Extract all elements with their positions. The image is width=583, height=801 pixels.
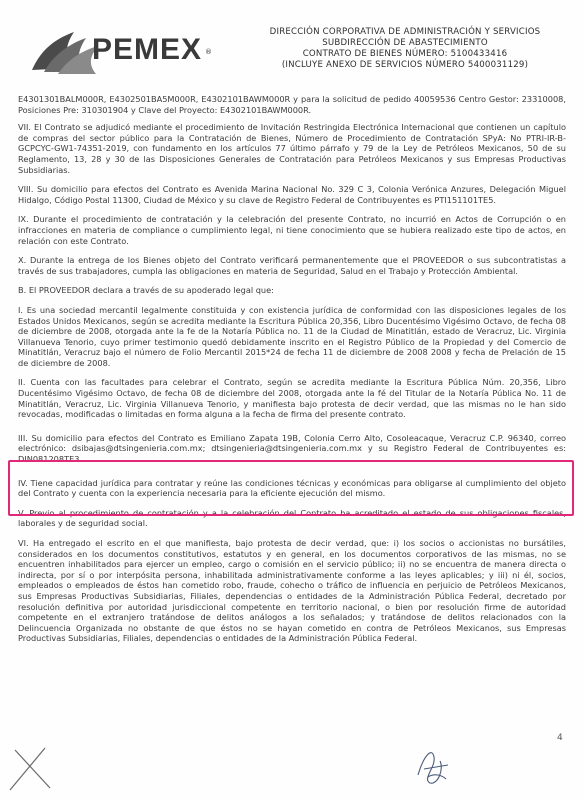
signature-mark-icon	[5, 740, 55, 795]
paragraph-b-i: I. Es una sociedad mercantil legalmente constituida y con existencia jurídica de conformidad con las disposiciones legales de los Estados Unidos Mexicanos, según se acredita mediante la Escritura Pública 20,356, Libro Ducentésimo Vigésimo Octavo, de fecha 08 de diciembre de 2008, otorgada ante la fe de la Notaría Pública no. 11 de la Ciudad de Minatitlán, estado de Veracruz, Lic. Virginia Villanueva Tenorio, cuyo primer testimonio quedó debidamente inscrito en el Registro Público de la Propiedad y del Comercio de Minatitlán, Veracruz bajo el número de Folio Mercantil 2015*24 de fecha 11 de diciembre de 2008 2008 y fecha de Prelación de 15 de diciembre de 2008.	[18, 304, 566, 368]
paragraph-x: X. Durante la entrega de los Bienes objeto del Contrato verificará permanentemente que el PROVEEDOR o sus subcontratistas a través de sus trabajadores, cumpla las obligaciones en materia de Seguridad, Salud en el Trabajo y Protección Ambiental.	[18, 255, 566, 276]
registered-mark: ®	[205, 48, 212, 56]
header-line: CONTRATO DE BIENES NÚMERO: 5100433416	[302, 49, 508, 59]
header-line: SUBDIRECCIÓN DE ABASTECIMIENTO	[322, 38, 488, 48]
paragraph-b-iii-highlighted: III. Su domicilio para efectos del Contrato es Emiliano Zapata 19B, Colonia Cerro Alto, Cosoleacaque, Veracruz C.P. 96340, correo electrónico: dsibajas@dtsingenieria.com.mx; dtsingenieria@dtsingenieria.com.mx y su Registro Federal de Contribuyentes es: DIN081208TE3.	[18, 432, 566, 465]
paragraph-viii: VIII. Su domicilio para efectos del Contrato es Avenida Marina Nacional No. 329 C 3, Colonia Verónica Anzures, Delegación Miguel Hidalgo, Código Postal 11300, Ciudad de México y su clave de Registro Federal de Contribuyentes es PTI151101TE5.	[18, 184, 566, 205]
header-line: DIRECCIÓN CORPORATIVA DE ADMINISTRACIÓN Y SERVICIOS	[269, 27, 541, 37]
page-number: 4	[557, 733, 563, 743]
paragraph-vii: VII. El Contrato se adjudicó mediante el procedimiento de Invitación Restringida Electrónica Internacional que contienen un capítulo de compras del sector público para la Contratación de Bienes, Número de Procedimiento de Contratación SPyA: No PTRI-IR-B-GCPCYC-GW1-74351-2019, con fundamento en los artículos 77 último párrafo y 79 de la Ley de Petróleos Mexicanos, 50 de su Reglamento, 13, 28 y 30 de las Disposiciones Generales de Contratación para Petróleos Mexicanos y sus Empresas Productivas Subsidiarias.	[18, 122, 566, 175]
signature-icon	[410, 735, 455, 790]
document-body	[18, 94, 566, 651]
header-line: (INCLUYE ANEXO DE SERVICIOS NÚMERO 5400031129)	[281, 60, 529, 70]
paragraph-b-vi: VI. Ha entregado el escrito en el que manifiesta, bajo protesta de decir verdad, que: i) los socios o accionistas no bursátiles, considerados en los documentos constitutivos, estatutos y en general, en los documentos corporativos de las mismas, no se encuentren inhabilitados para ejercer un empleo, cargo o comisión en el servicio público; ii) no se encuentra de manera directa o indirecta, por sí o por interpósita persona, inhabilitada administrativamente conforme a las leyes aplicables; y iii) ni él, socios, empleados o empleados de éstos han cometido robo, fraude, cohecho o tráfico de influencia en perjuicio de Petróleos Mexicanos, sus Empresas Productivas Subsidiarias, Filiales, dependencias o entidades de la Administración Pública Federal, decretado por resolución definitiva por autoridad jurisdiccional competente en territorio nacional, o bien por resolución firme de autoridad competente en el extranjero tratándose de delitos análogos a los señalados; y tratándose de delitos relacionados con la Delincuencia Organizada no obstante de que éstos no se hayan cometido en contra de Petróleos Mexicanos, sus Empresas Productivas Subsidiarias, Filiales, dependencias o entidades de la Administración Pública Federal.	[18, 538, 566, 644]
paragraph-b: B. El PROVEEDOR declara a través de su apoderado legal que:	[18, 285, 274, 296]
document-header	[240, 27, 570, 71]
highlight-box	[8, 460, 574, 516]
logo-wordmark: PEMEX	[92, 33, 203, 66]
paragraph-b-ii: II. Cuenta con las facultades para celebrar el Contrato, según se acredita mediante la Escritura Pública Núm. 20,356, Libro Ducentésimo Vigésimo Octavo, de fecha 08 de diciembre del 2008, otorgada ante la fé del Titular de la Notaría Pública No. 11 de Minatitlán, Veracruz, Lic. Virginia Villanueva Tenorio, y manifiesta bajo protesta de decir verdad, que las mismas no le han sido revocadas, modificadas o limitadas en forma alguna a la fecha de firma del presente contrato.	[18, 377, 566, 420]
paragraph-continuation: E4301301BALM000R, E4302501BA5M000R, E4302101BAWM000R y para la solicitud de pedido 40059536 Centro Gestor: 23310008, Posiciones Pre: 310301904 y Clave del Proyecto: E4302101BAWM000R.	[18, 94, 566, 115]
paragraph-b-v: V. Previo al procedimiento de contratación y a la celebración del Contrato ha acreditado el estado de sus obligaciones fiscales, laborales y de seguridad social.	[18, 507, 566, 529]
paragraph-b-iv: IV. Tiene capacidad jurídica para contratar y reúne las condiciones técnicas y económicas para obligarse al cumplimiento del objeto del Contrato y cuenta con la experiencia necesaria para la eficiente ejecución del mismo.	[18, 477, 566, 499]
paragraph-ix: IX. Durante el procedimiento de contratación y la celebración del presente Contrato, no incurrió en Actos de Corrupción o en infracciones en materia de compliance o cumplimiento legal, ni tiene conocimiento que se hubiera realizado este tipo de actos, en relación con este Contrato.	[18, 214, 566, 246]
